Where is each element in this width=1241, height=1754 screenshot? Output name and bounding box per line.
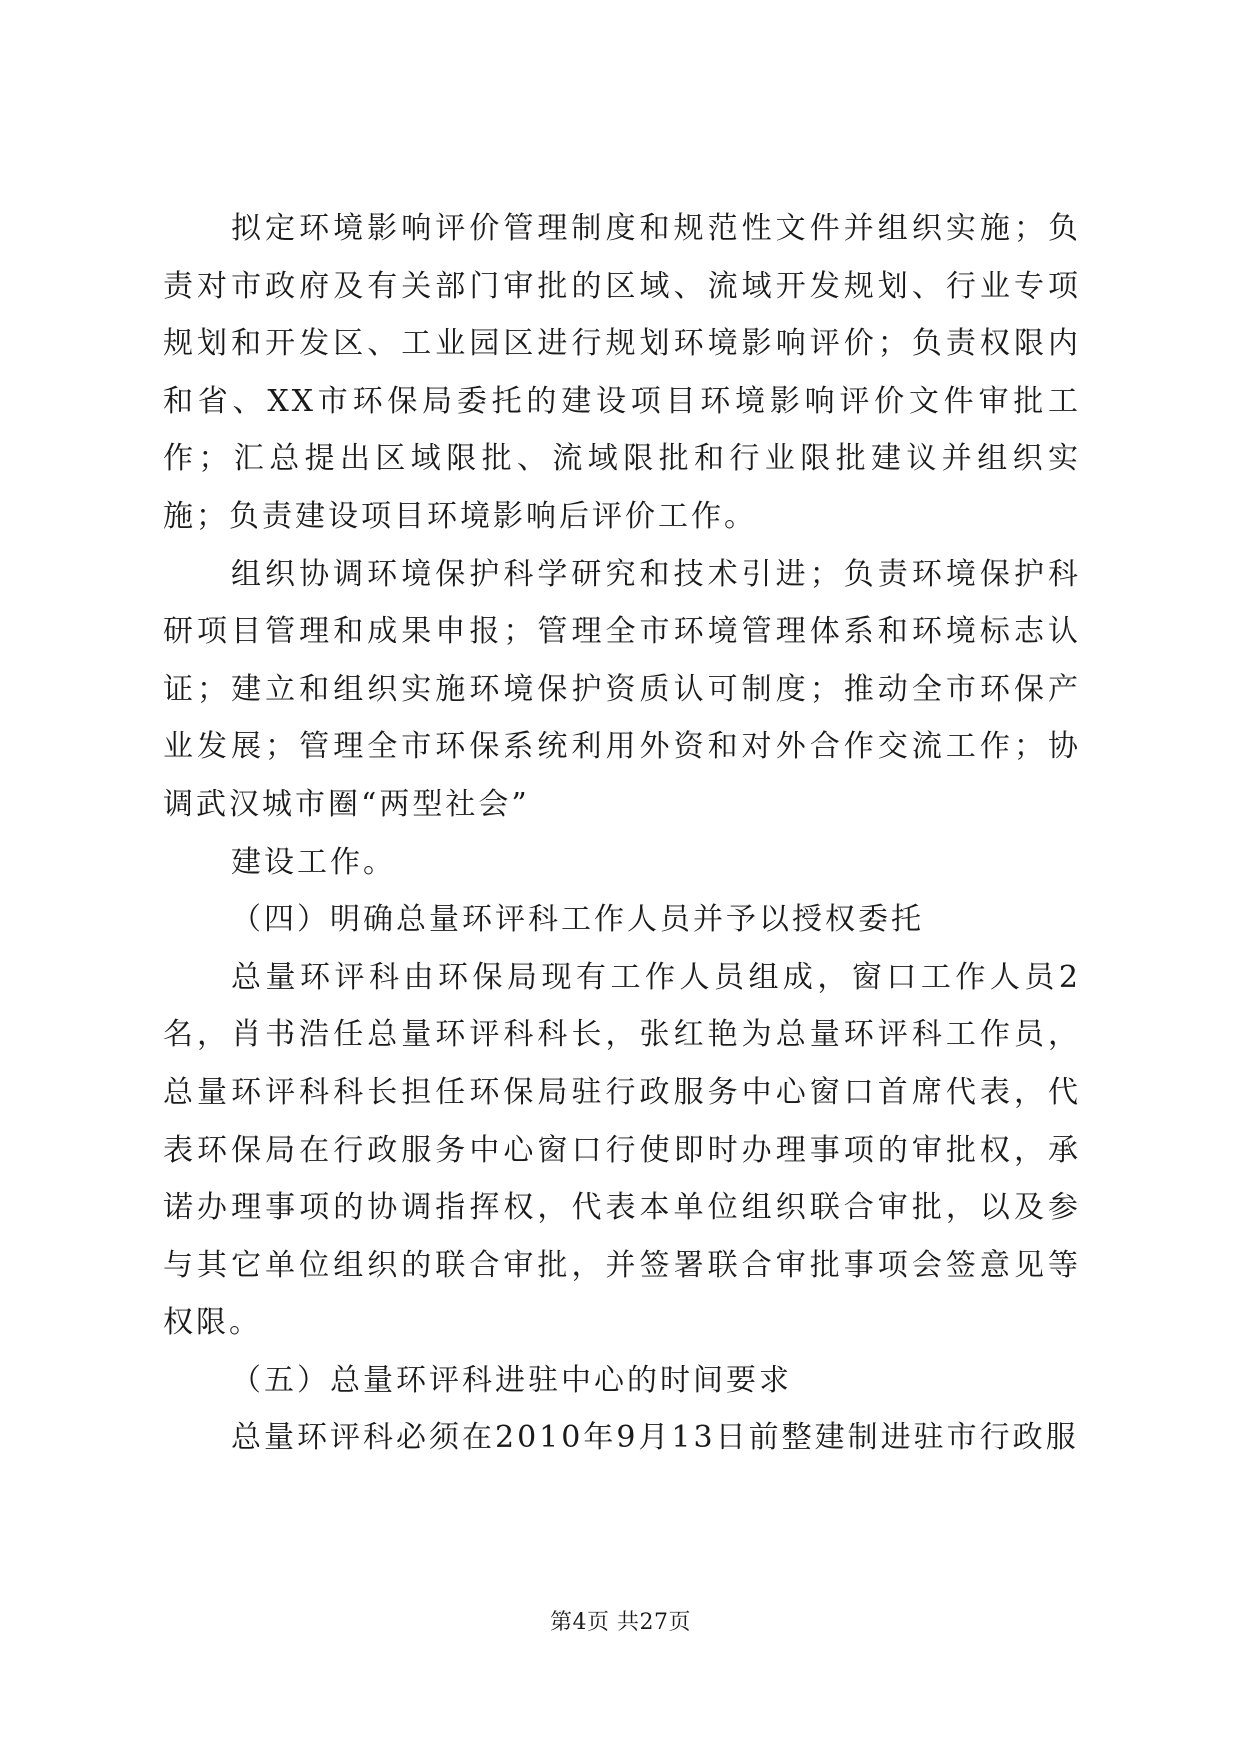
paragraph-construction-work: 建设工作。 bbox=[231, 844, 396, 880]
section-heading-5: （五）总量环评科进驻中心的时间要求 bbox=[231, 1362, 792, 1398]
paragraph-staff-authorization: 总量环评科由环保局现有工作人员组成，窗口工作人员2名，肖书浩任总量环评科科长，张红艳为总量环评科工作员，总量环评科科长担任环保局驻行政服务中心窗口首席代表，代表环保局在行政服务中心窗口行使即时办理事项的审批权，承诺办理事项的协调指挥权，代表本单位组织联合审批，以及参与其它单位组织的联合审批，并签署联合审批事项会签意见等权限。 bbox=[163, 959, 1081, 1341]
paragraph-eia-duties: 拟定环境影响评价管理制度和规范性文件并组织实施；负责对市政府及有关部门审批的区域、流域开发规划、行业专项规划和开发区、工业园区进行规划环境影响评价；负责权限内和省、XX市环保局委托的建设项目环境影响评价文件审批工作；汇总提出区域限批、流域限批和行业限批建议并组织实施；负责建设项目环境影响后评价工作。 bbox=[163, 211, 1081, 534]
paragraph-research-duties: 组织协调环境保护科学研究和技术引进；负责环境保护科研项目管理和成果申报；管理全市环境管理体系和环境标志认证；建立和组织实施环境保护资质认可制度；推动全市环保产业发展；管理全市环保系统利用外资和对外合作交流工作；协调武汉城市圈“两型社会” bbox=[163, 556, 1081, 822]
paragraph-timing-requirement: 总量环评科必须在2010年9月13日前整建制进驻市行政服 bbox=[231, 1420, 1079, 1456]
page-number-footer: 第4页 共27页 bbox=[550, 1610, 691, 1635]
section-heading-4: （四）明确总量环评科工作人员并予以授权委托 bbox=[231, 902, 924, 938]
document-body bbox=[163, 200, 1081, 1467]
